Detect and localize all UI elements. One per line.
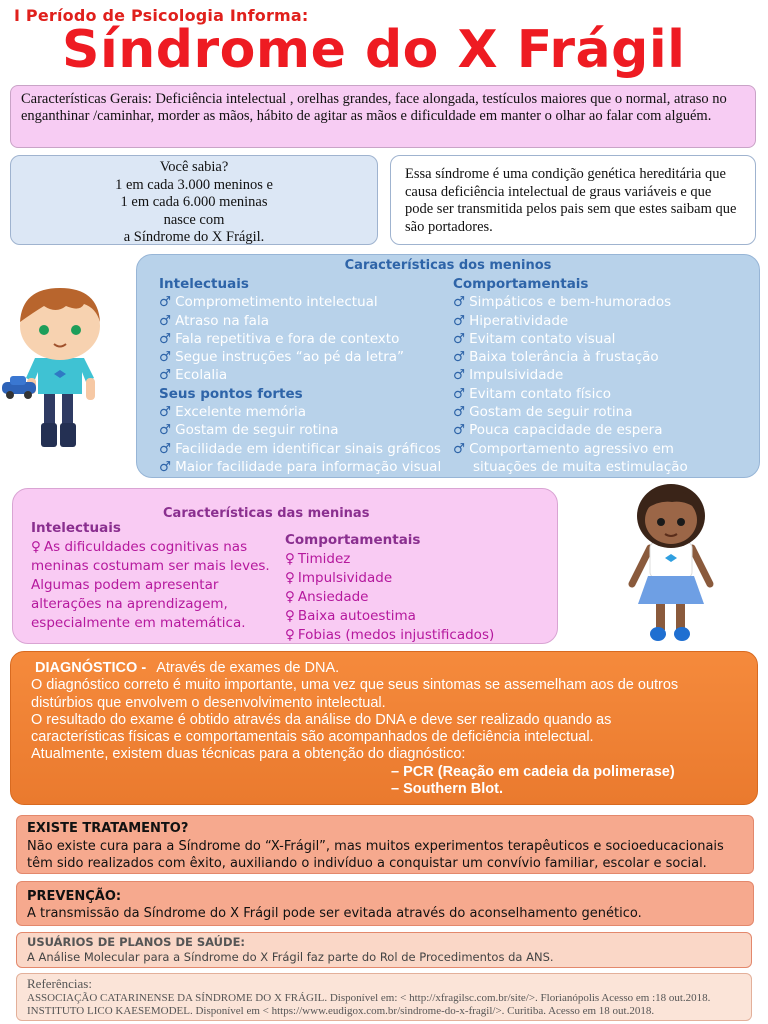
- boys-left-column: [159, 275, 441, 476]
- boys-intellectual-heading: Intelectuais: [159, 276, 249, 292]
- list-item: ♂ Atraso na fala: [159, 312, 269, 329]
- list-item: ♀ Fobias (medos injustificados): [285, 627, 495, 643]
- treatment-text: Não existe cura para a Síndrome do “X-Frágil”, mas muitos experimentos terapêuticos e socioeducacionais têm sido realizados com êxito, auxiliando o indivíduo a conquistar um convívio familiar, escolar e social.: [27, 838, 724, 871]
- list-item: ♂ Fala repetitiva e fora de contexto: [159, 330, 400, 347]
- prevention-text: A transmissão da Síndrome do X Frágil pode ser evitada através do aconselhamento genético.: [27, 906, 642, 921]
- diagnosis-box: [10, 651, 758, 805]
- hereditary-info-box: [390, 155, 756, 245]
- diagnosis-line: O resultado do exame é obtido através da análise do DNA e deve ser realizado quando as: [31, 711, 612, 728]
- list-item: ♂ Excelente memória: [159, 404, 307, 421]
- list-item: ♂ Segue instruções “ao pé da letra”: [159, 349, 405, 366]
- diagnosis-line: Atualmente, existem duas técnicas para a obtenção do diagnóstico:: [31, 746, 466, 763]
- list-item: ♂ Hiperatividade: [453, 312, 569, 329]
- diagnosis-technique: – Southern Blot.: [391, 781, 503, 798]
- diagnosis-heading-rest: Através de exames de DNA.: [156, 660, 340, 676]
- girls-right-column: [285, 531, 494, 645]
- list-item-continuation: situações de muita estimulação: [473, 458, 688, 475]
- list-item: ♂ Maior facilidade para informação visual: [159, 458, 442, 475]
- list-item: ♀ Baixa autoestima: [285, 608, 416, 624]
- boys-behavioral-heading: Comportamentais: [453, 276, 589, 292]
- list-item: ♂ Facilidade em identificar sinais gráficos: [159, 440, 441, 457]
- diagnosis-line: O diagnóstico correto é muito importante, uma vez que seus sintomas se assemelham aos de outros: [31, 677, 679, 694]
- diagnosis-heading: DIAGNÓSTICO -: [35, 660, 147, 676]
- girls-intellectual-line: meninas costumam ser mais leves.: [31, 558, 270, 574]
- health-plans-text: A Análise Molecular para a Síndrome do X Frágil faz parte do Rol de Procedimentos da ANS.: [27, 950, 554, 964]
- girls-intellectual-line: especialmente em matemática.: [31, 615, 246, 631]
- girls-behavioral-heading: Comportamentais: [285, 532, 421, 548]
- list-item: ♂ Comprometimento intelectual: [159, 294, 378, 311]
- references-box: [16, 973, 752, 1021]
- girls-intellectual-heading: Intelectuais: [31, 520, 121, 536]
- reference-item: INSTITUTO LICO KAESEMODEL. Disponível em < https://www.eudigox.com.br/sindrome-do-x-fragil/>. Curitiba. Acesso em 18 out.2018.: [27, 1005, 655, 1017]
- hereditary-text: Essa síndrome é uma condição genética hereditária que causa deficiência intelectual de graus variáveis e que pode ser transmitida pelos pais sem que estes saibam que são portadores.: [405, 166, 737, 235]
- list-item: ♀ Timidez: [285, 551, 351, 567]
- diagnosis-line: características físicas e comportamentais são acompanhados de deficiência intelectual.: [31, 729, 594, 746]
- general-characteristics-box: [10, 85, 756, 148]
- diagnosis-line: distúrbios que envolvem o desenvolvimento intelectual.: [31, 694, 386, 711]
- page-title: Síndrome do X Frágil: [62, 20, 686, 80]
- boys-strengths-heading: Seus pontos fortes: [159, 385, 303, 402]
- treatment-box: [16, 815, 754, 874]
- girls-characteristics-box: [12, 488, 558, 644]
- girls-left-column: [31, 519, 270, 633]
- prevention-heading: PREVENÇÃO:: [27, 889, 122, 904]
- fact-line: 1 em cada 6.000 meninas: [120, 194, 268, 210]
- list-item: ♂ Evitam contato visual: [453, 330, 616, 347]
- girls-intellectual-line: alterações na aprendizagem,: [31, 596, 228, 612]
- list-item: ♀ Impulsividade: [285, 570, 393, 586]
- prevention-box: [16, 881, 754, 926]
- header-kicker: I Período de Psicologia Informa:: [14, 6, 309, 25]
- list-item: ♂ Evitam contato físico: [453, 385, 612, 402]
- diagnosis-technique: – PCR (Reação em cadeia da polimerase): [391, 763, 675, 780]
- list-item: ♂ Impulsividade: [453, 367, 564, 384]
- fact-line: a Síndrome do X Frágil.: [123, 229, 265, 245]
- health-plans-box: [16, 932, 752, 968]
- general-characteristics-text: Características Gerais: Deficiência intelectual , orelhas grandes, face alongada, testículos maiores que o normal, atraso no enganthinar /caminhar, morder as mãos, hábito de agitar as mãos e dificuldade em manter o olhar ao falar com alguém.: [21, 91, 727, 124]
- fact-line: nasce com: [163, 211, 225, 228]
- fact-line: Você sabia?: [159, 159, 229, 175]
- list-item: ♂ Gostam de seguir rotina: [453, 404, 633, 421]
- list-item: ♂ Ecolalia: [159, 367, 228, 384]
- list-item: ♂ Pouca capacidade de espera: [453, 422, 663, 439]
- girl-illustration: [612, 480, 732, 646]
- fact-line: 1 em cada 3.000 meninos e: [115, 176, 273, 193]
- treatment-heading: EXISTE TRATAMENTO?: [27, 821, 189, 836]
- list-item: ♂ Gostam de seguir rotina: [159, 422, 339, 439]
- references-heading: Referências:: [27, 976, 92, 991]
- boys-characteristics-box: [136, 254, 760, 478]
- boys-title: Características dos meninos: [344, 258, 552, 273]
- list-item: ♀ Ansiedade: [285, 589, 369, 605]
- did-you-know-box: [10, 155, 378, 245]
- list-item: ♂ Simpáticos e bem-humorados: [453, 294, 672, 311]
- reference-item: ASSOCIAÇÃO CATARINENSE DA SÍNDROME DO X FRÁGIL. Disponível em: < http://xfragilsc.com.br/site/>. Florianópolis Acesso em :18 out.2018.: [27, 992, 711, 1004]
- girls-intellectual-line: Algumas podem apresentar: [31, 577, 219, 593]
- list-item: ♂ Comportamento agressivo em: [453, 440, 674, 457]
- girls-intellectual-line: ♀ As dificuldades cognitivas nas: [31, 539, 248, 555]
- health-plans-heading: USUÁRIOS DE PLANOS DE SAÚDE:: [27, 935, 246, 949]
- girls-title: Características das meninas: [163, 506, 370, 521]
- boy-illustration: [0, 282, 120, 452]
- boys-right-column: [453, 275, 688, 476]
- list-item: ♂ Baixa tolerância à frustação: [453, 349, 659, 366]
